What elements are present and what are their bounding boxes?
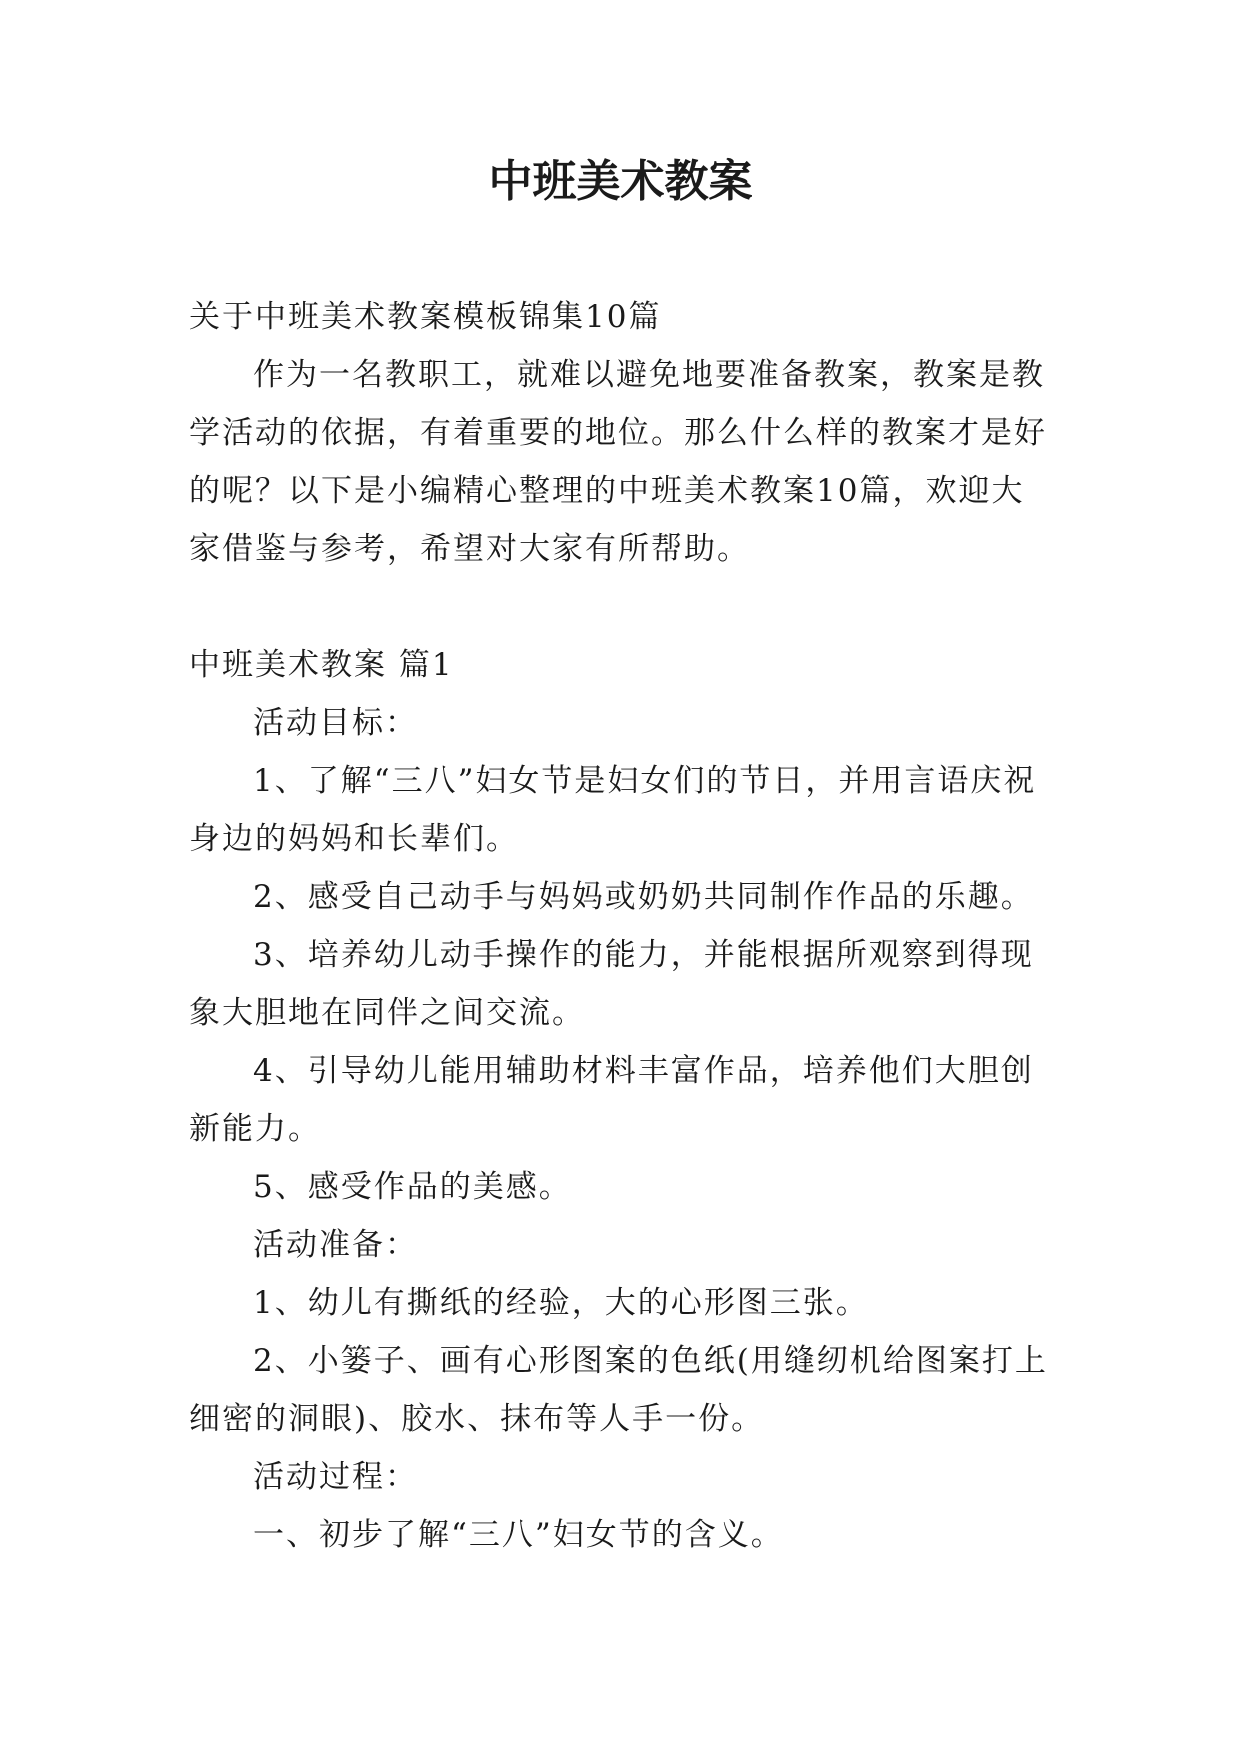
intro-paragraph: 作为一名教职工，就难以避免地要准备教案，教案是教学活动的依据，有着重要的地位。那么什么样的教案才是好的呢？以下是小编精心整理的中班美术教案10篇，欢迎大家借鉴与参考，希望对大家有所帮助。 — [189, 357, 1047, 567]
section-heading: 中班美术教案 篇1 — [189, 647, 454, 683]
paragraph-gap — [189, 578, 1051, 636]
goals-label: 活动目标： — [253, 705, 418, 741]
prep-item: 2、小篓子、画有心形图案的色纸(用缝纫机给图案打上细密的洞眼)、胶水、抹布等人手一份。 — [189, 1343, 1048, 1437]
goal-item: 2、感受自己动手与妈妈或奶奶共同制作作品的乐趣。 — [253, 879, 1034, 915]
goal-item: 3、培养幼儿动手操作的能力，并能根据所观察到得现象大胆地在同伴之间交流。 — [189, 937, 1034, 1031]
document-title: 中班美术教案 — [488, 156, 753, 207]
document-subtitle: 关于中班美术教案模板锦集10篇 — [189, 299, 662, 335]
process-item: 一、初步了解“三八”妇女节的含义。 — [253, 1517, 784, 1553]
document-body — [189, 288, 1051, 1564]
prep-item: 1、幼儿有撕纸的经验，大的心形图三张。 — [253, 1285, 869, 1321]
goal-item: 1、了解“三八”妇女节是妇女们的节日，并用言语庆祝身边的妈妈和长辈们。 — [189, 763, 1037, 857]
goal-item: 4、引导幼儿能用辅助材料丰富作品，培养他们大胆创新能力。 — [189, 1053, 1034, 1147]
goal-item: 5、感受作品的美感。 — [253, 1169, 572, 1205]
prep-label: 活动准备： — [253, 1227, 418, 1263]
process-label: 活动过程： — [253, 1459, 418, 1495]
